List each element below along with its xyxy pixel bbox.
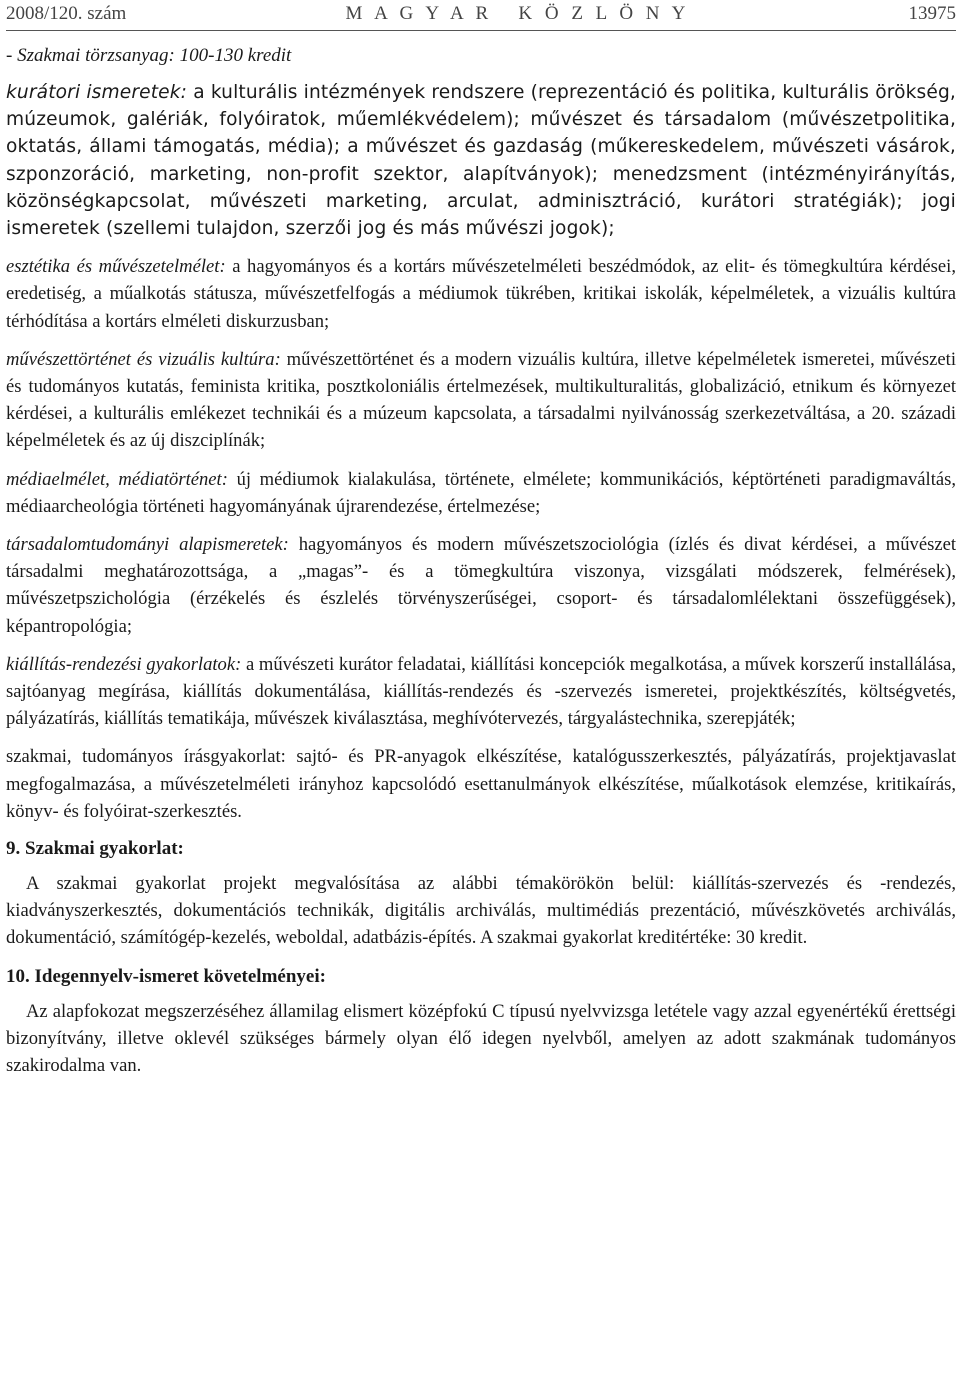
- topic-paragraph: [6, 79, 956, 242]
- page-header: [6, 0, 956, 31]
- section-heading-practice: 9. Szakmai gyakorlat:: [6, 838, 184, 860]
- topic-term: kurátori ismeretek:: [6, 82, 188, 103]
- topic-text: a hagyományos és a kortárs művészetelméleti beszédmódok, az elit- és tömegkultúra kérdései, eredetiség, a műalkotás státusza, művészetfelfogás a médiumok tükrében, kritikai iskolák, képelméletek, a vizuális kultúra térhódítása a kortárs elméleti diskurzusban;: [6, 256, 956, 332]
- topic-paragraph: [6, 743, 956, 825]
- topic-term: médiaelmélet, médiatörténet:: [6, 468, 228, 490]
- topic-text: művészettörténet és a modern vizuális kultúra, illetve képelméletek ismeretei, művészeti és tudományos kutatás, feminista kritika, posztkoloniális értelmezések, multikulturalitás, globalizáció, etnikum és környezet kérdései, a kulturális emlékezet technikái és a múzeum kapcsolata, a társadalmi nyilvánosság szerkezetváltása, a 20. századi képelméletek és az új diszciplínák;: [6, 348, 956, 452]
- section-body-practice: A szakmai gyakorlat projekt megvalósítása az alábbi témakörökön belül: kiállítás-szervezés és -rendezés, kiadványszerkesztés, dokumentációs technikák, digitális archiválás, multimédiás prezentáció, művészkövetés archiválás, dokumentáció, számítógép-kezelés, weboldal, adatbázis-építés. A szakmai gyakorlat kreditértéke: 30 kredit.: [6, 873, 956, 949]
- issue-number: 2008/120. szám: [6, 3, 127, 24]
- topic-paragraph: [6, 253, 956, 335]
- page-number: 13975: [908, 3, 956, 24]
- topic-term: művészettörténet és vizuális kultúra:: [6, 348, 281, 370]
- section-heading-language: 10. Idegennyelv-ismeret követelményei:: [6, 965, 326, 987]
- topic-text: szakmai, tudományos írásgyakorlat: sajtó- és PR-anyagok elkészítése, katalógusszerkesztés, pályázatírás, projektjavaslat megfogalmazása, a művészetelméleti irányhoz kapcsolódó esettanulmányok elkészítése, műalkotások elemzése, kritikaírás, könyv- és folyóirat-szerkesztés.: [6, 746, 956, 822]
- topic-paragraph: [6, 651, 956, 733]
- journal-title: M A G Y A R K Ö Z L Ö N Y: [345, 3, 690, 24]
- topic-term: kiállítás-rendezési gyakorlatok:: [6, 653, 242, 675]
- topic-term: esztétika és művészetelmélet:: [6, 256, 226, 278]
- section-subtitle: - Szakmai törzsanyag: 100-130 kredit: [6, 45, 292, 66]
- topic-paragraph: [6, 531, 956, 640]
- topic-text: hagyományos és modern művészetszociológia (ízlés és divat kérdései, a művészet társadalmi meghatározottsága, a „magas”- és a tömegkultúra viszonya, vizsgálati módszerek, felmérések), művészetpszichológia (érzékelés és észlelés törvényszerűségei, csoport- és társadalomlélektani összefüggések), képantropológia;: [6, 534, 956, 637]
- topic-text: a kulturális intézmények rendszere (reprezentáció és politika, kulturális örökség, múzeumok, galériák, folyóiratok, műemlékvédelem); művészet és társadalom (művészetpolitika, oktatás, állami támogatás, média); a művészet és gazdaság (műkereskedelem, művészeti vásárok, szponzoráció, marketing, non-profit szektor, alapítványok); menedzsment (intézményirányítás, közönségkapcsolat, művészeti marketing, arculat, adminisztráció, kurátori stratégiák); jogi ismeretek (szellemi tulajdon, szerzői jog és más művészi jogok);: [6, 82, 956, 240]
- topic-term: társadalomtudományi alapismeretek:: [6, 534, 289, 556]
- topic-text: új médiumok kialakulása, története, elmélete; kommunikációs, képtörténeti paradigmaváltás, médiaarcheológia történeti hagyományának újrarendezése, értelmezése;: [6, 468, 957, 517]
- topic-text: a művészeti kurátor feladatai, kiállítási koncepciók megalkotása, a művek korszerű installálása, sajtóanyag megírása, kiállítás dokumentálása, kiállítás-rendezés és -szervezés ismeretei, projektkészítés, költségvetés, pályázatírás, kiállítás tematikája, művészek kiválasztása, meghívótervezés, tárgyalástechnika, szerepjáték;: [6, 653, 957, 730]
- section-body-language: Az alapfokozat megszerzéséhez államilag elismert középfokú C típusú nyelvvizsga letétele vagy azzal egyenértékű érettségi bizonyítvány, illetve oklevél szükséges bármely olyan élő idegen nyelvből, amelyen az adott szakmának tudományos szakirodalma van.: [6, 1000, 956, 1077]
- topic-paragraph: [6, 466, 956, 520]
- topic-paragraph: [6, 346, 956, 455]
